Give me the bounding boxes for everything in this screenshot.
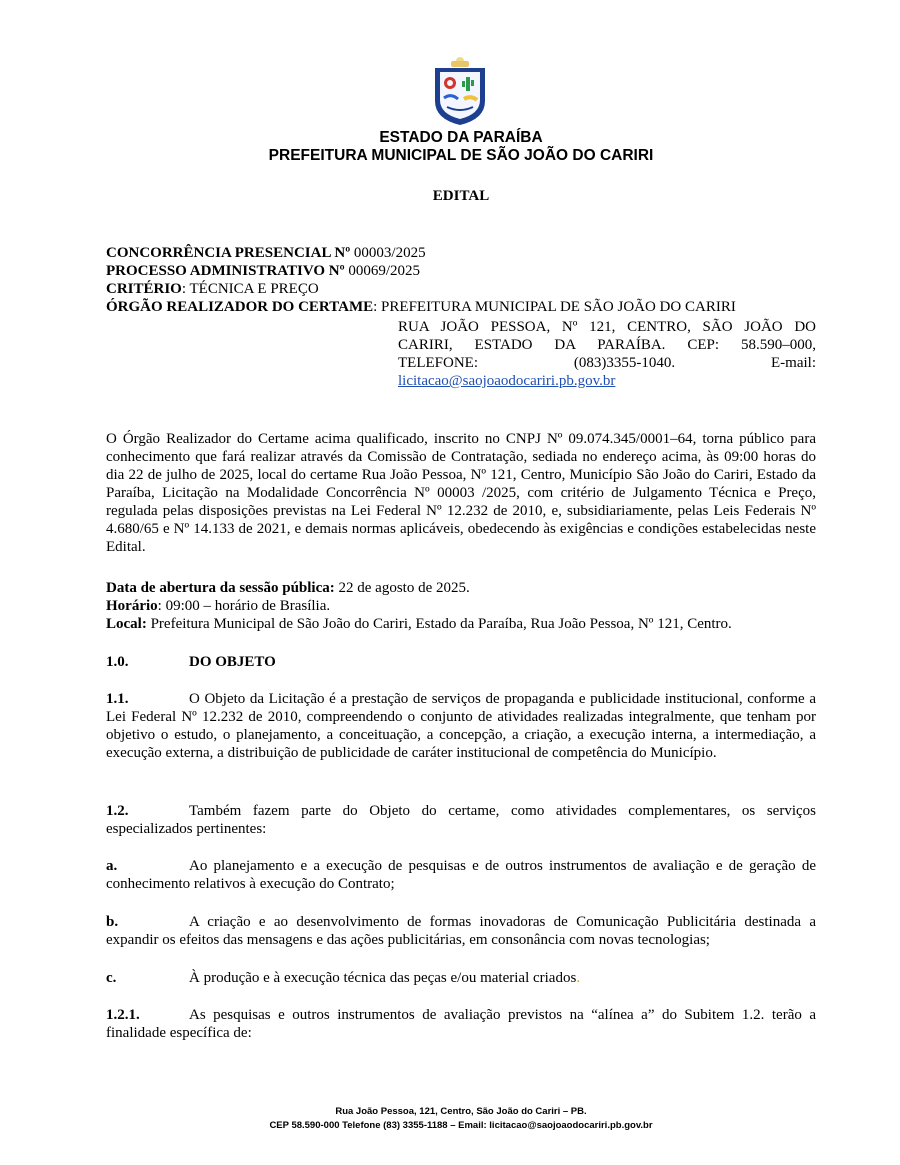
item-text: Ao planejamento e a execução de pesquisas e de outros instrumentos de avaliação e de geração de conhecimento relativos à execução do Contrato; [106,858,816,892]
item-number: 1.2. [106,803,129,819]
item-c [106,969,816,987]
item-1-1 [106,690,816,762]
session-time-label: Horário [106,598,158,614]
concorrencia-label: CONCORRÊNCIA PRESENCIAL Nº [106,245,351,261]
item-end-mark: . [576,970,581,986]
session-time-value: : 09:00 – horário de Brasília. [157,598,331,614]
session-date-line [106,579,816,597]
item-text: O Objeto da Licitação é a prestação de serviços de propaganda e publicidade institucional, conforme a Lei Federal Nº 12.232 de 2010, compreendendo o conjunto de atividades realizadas integralmente, que tenham por objetivo o estudo, o planejamento, a conceituação, a concepção, a criação, a execução interna, a intermediação, a execução externa, a distribuição de publicidade de caráter institucional de competência do Município. [106,691,816,761]
prefecture-heading: PREFEITURA MUNICIPAL DE SÃO JOÃO DO CARIRI [268,147,654,164]
orgao-line [106,298,816,316]
address-line: RUA JOÃO PESSOA, Nº 121, CENTRO, SÃO JOÃO DO [398,319,816,335]
concorrencia-value: 00003/2025 [350,245,426,261]
item-a [106,857,816,893]
orgao-value: : PREFEITURA MUNICIPAL DE SÃO JOÃO DO CARIRI [373,299,736,315]
footer-contact: CEP 58.590-000 Telefone (83) 3355-1188 – Email: licitacao@saojoaodocariri.pb.gov.br [269,1120,653,1131]
address-line: TELEFONE: (083)3355-1040. E-mail: [398,355,816,371]
item-b [106,913,816,949]
state-heading: ESTADO DA PARAÍBA [379,129,543,146]
processo-line [106,262,816,280]
document-title: EDITAL [432,188,490,204]
session-date-value: 22 de agosto de 2025. [334,580,470,596]
section-heading [106,653,816,671]
session-info [106,579,816,633]
tender-info [106,244,816,316]
coat-of-arms-logo [431,55,489,127]
item-text: A criação e ao desenvolvimento de formas inovadoras de Comunicação Publicitária destinada a expandir os efeitos das mensagens e das ações publicitárias, em consonância com novas tecnologias; [106,914,816,948]
footer-address: Rua João Pessoa, 121, Centro, São João do Cariri – PB. [335,1106,587,1117]
item-1-2 [106,802,816,838]
item-1-2-1 [106,1006,816,1042]
item-number: 1.2.1. [106,1007,140,1023]
criterio-label: CRITÉRIO [106,281,182,297]
item-text: À produção e à execução técnica das peças e/ou material criados [189,970,577,986]
address-line: CARIRI, ESTADO DA PARAÍBA. CEP: 58.590–000, [398,337,816,353]
orgao-label: ÓRGÃO REALIZADOR DO CERTAME [106,299,374,315]
processo-label: PROCESSO ADMINISTRATIVO Nº [106,263,345,279]
item-letter: a. [106,858,118,874]
session-date-label: Data de abertura da sessão pública: [106,580,335,596]
criterio-value: : TÉCNICA E PREÇO [181,281,319,297]
session-place-label: Local: [106,616,147,632]
session-time-line [106,597,816,615]
intro-paragraph: O Órgão Realizador do Certame acima qualificado, inscrito no CNPJ Nº 09.074.345/0001–64, torna público para conhecimento que fará realizar através da Comissão de Contratação, sediada no endereço acima, às 09:00 horas do dia 22 de julho de 2025, local do certame Rua João Pessoa, Nº 121, Centro, Município São João do Cariri, Estado da Paraíba, Licitação na Modalidade Concorrência Nº 00003 /2025, com critério de Julgamento Técnica e Preço, regulada pelas disposições previstas na Lei Federal Nº 12.232 de 2010, e, subsidiariamente, pelas Leis Federais Nº 4.680/65 e Nº 14.133 de 2021, e demais normas aplicáveis, obedecendo às exigências e condições estabelecidas neste Edital. [106,431,816,555]
item-number: 1.1. [106,691,129,707]
item-text: Também fazem parte do Objeto do certame, como atividades complementares, os serviços especializados pertinentes: [106,803,816,837]
email-link[interactable]: licitacao@saojoaodocariri.pb.gov.br [398,373,616,389]
session-place-value: Prefeitura Municipal de São João do Cariri, Estado da Paraíba, Rua João Pessoa, Nº 121, Centro. [146,616,732,632]
criterio-line [106,280,816,298]
orgao-address [398,318,816,390]
processo-value: 00069/2025 [344,263,421,279]
item-text-container [106,969,816,987]
concorrencia-line [106,244,816,262]
section-number: 1.0. [106,654,129,670]
section-title: DO OBJETO [189,654,276,670]
item-letter: b. [106,914,119,930]
session-place-line [106,615,816,633]
item-text: As pesquisas e outros instrumentos de avaliação previstos na “alínea a” do Subitem 1.2. terão a finalidade específica de: [106,1007,816,1041]
item-letter: c. [106,970,117,986]
